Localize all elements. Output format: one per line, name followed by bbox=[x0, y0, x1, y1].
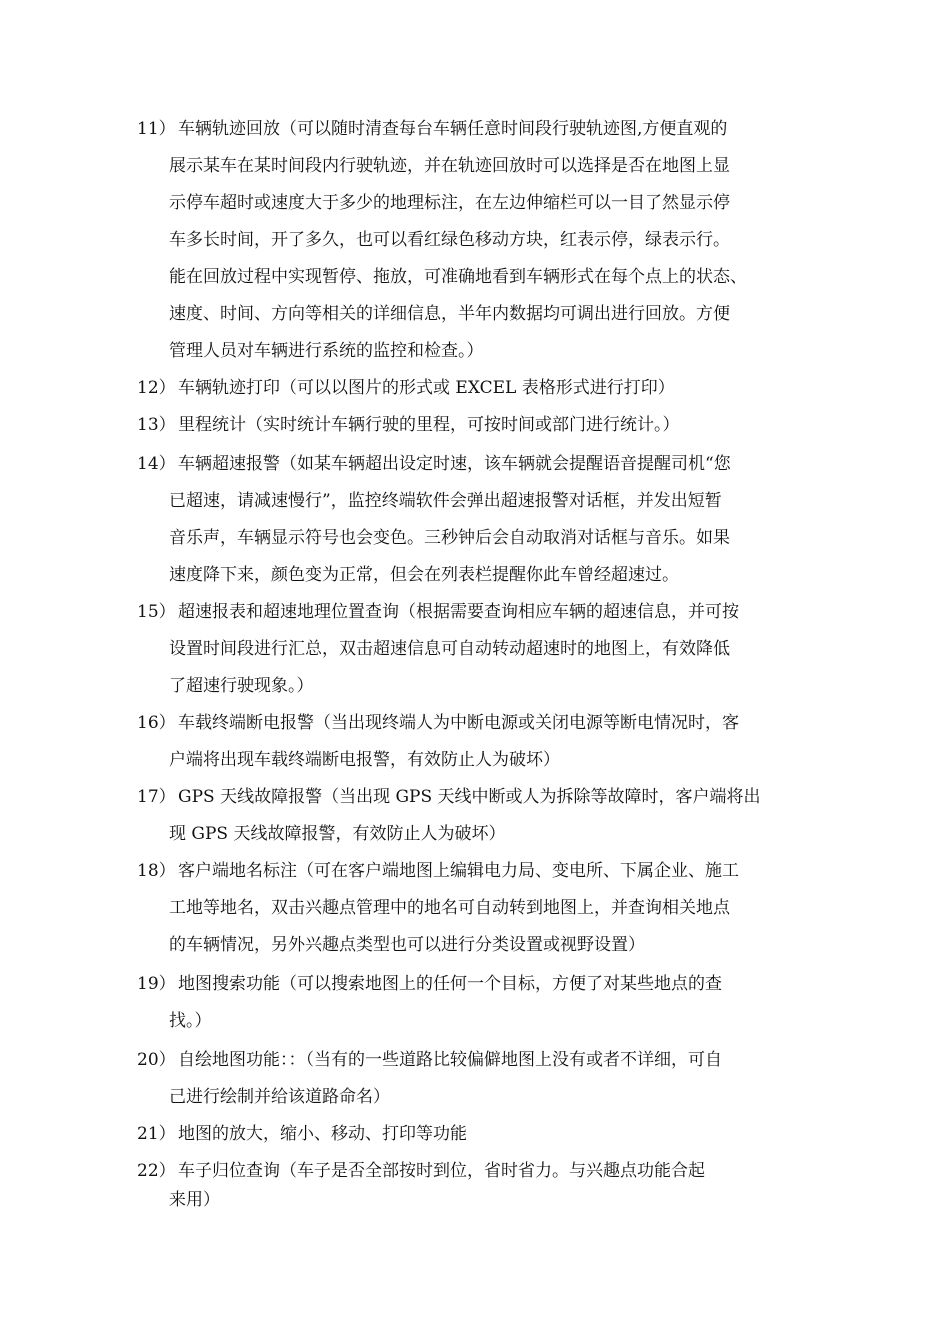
item-number: 20） bbox=[137, 1050, 176, 1070]
item-text-line: 管理人员对车辆进行系统的监控和检查。） bbox=[169, 341, 484, 361]
item-text-line: 展示某车在某时间段内行驶轨迹，并在轨迹回放时可以选择是否在地图上显 bbox=[169, 156, 730, 176]
item-text-line: 自绘地图功能：：（当有的一些道路比较偏僻地图上没有或者不详细，可自 bbox=[178, 1050, 722, 1070]
item-text-line: 车辆轨迹回放（可以随时清查每台车辆任意时间段行驶轨迹图,方便直观的 bbox=[178, 119, 728, 139]
item-text-line: 客户端地名标注（可在客户端地图上编辑电力局、变电所、下属企业、施工 bbox=[178, 861, 739, 881]
item-number: 13） bbox=[137, 415, 176, 435]
item-text-line: 已超速，请减速慢行”，监控终端软件会弹出超速报警对话框，并发出短暂 bbox=[169, 491, 722, 511]
item-number: 11） bbox=[137, 119, 176, 139]
item-text-line: 地图搜索功能（可以搜索地图上的任何一个目标，方便了对某些地点的查 bbox=[178, 974, 722, 994]
item-text-line: 的车辆情况，另外兴趣点类型也可以进行分类设置或视野设置） bbox=[169, 935, 645, 955]
item-text-line: 工地等地名，双击兴趣点管理中的地名可自动转到地图上，并查询相关地点 bbox=[169, 898, 730, 918]
item-text-line: 设置时间段进行汇总，双击超速信息可自动转动超速时的地图上，有效降低 bbox=[169, 639, 730, 659]
item-text-line: 速度降下来，颜色变为正常，但会在列表栏提醒你此车曾经超速过。 bbox=[169, 565, 679, 585]
item-text-line: 来用） bbox=[169, 1190, 220, 1210]
item-text-line: 示停车超时或速度大于多少的地理标注，在左边伸缩栏可以一目了然显示停 bbox=[169, 193, 730, 213]
item-text-line: 音乐声，车辆显示符号也会变色。三秒钟后会自动取消对话框与音乐。如果 bbox=[169, 528, 730, 548]
item-text-line: 能在回放过程中实现暂停、拖放，可准确地看到车辆形式在每个点上的状态、 bbox=[169, 267, 747, 287]
item-text-line: 车辆超速报警（如某车辆超出设定时速，该车辆就会提醒语音提醒司机“您 bbox=[178, 454, 731, 474]
item-number: 17） bbox=[137, 787, 176, 807]
item-text-line: 户端将出现车载终端断电报警，有效防止人为破坏） bbox=[169, 750, 560, 770]
item-text-line: GPS 天线故障报警（当出现 GPS 天线中断或人为拆除等故障时，客户端将出 bbox=[178, 787, 761, 807]
item-text-line: 速度、时间、方向等相关的详细信息，半年内数据均可调出进行回放。方便 bbox=[169, 304, 730, 324]
item-text-line: 里程统计（实时统计车辆行驶的里程，可按时间或部门进行统计。） bbox=[178, 415, 680, 435]
item-number: 18） bbox=[137, 861, 176, 881]
item-text-line: 了超速行驶现象。） bbox=[169, 676, 314, 696]
item-text-line: 现 GPS 天线故障报警，有效防止人为破坏） bbox=[169, 824, 506, 844]
item-number: 19） bbox=[137, 974, 176, 994]
item-text-line: 己进行绘制并给该道路命名） bbox=[169, 1087, 390, 1107]
item-number: 21） bbox=[137, 1124, 176, 1144]
item-number: 22） bbox=[137, 1161, 176, 1181]
item-text-line: 超速报表和超速地理位置查询（根据需要查询相应车辆的超速信息，并可按 bbox=[178, 602, 739, 622]
item-number: 12） bbox=[137, 378, 176, 398]
item-number: 15） bbox=[137, 602, 176, 622]
item-text-line: 地图的放大，缩小、移动、打印等功能 bbox=[178, 1124, 467, 1144]
item-text-line: 找。） bbox=[169, 1011, 212, 1031]
item-number: 14） bbox=[137, 454, 176, 474]
item-text-line: 车子归位查询（车子是否全部按时到位，省时省力。与兴趣点功能合起 bbox=[178, 1161, 705, 1181]
item-text-line: 车辆轨迹打印（可以以图片的形式或 EXCEL 表格形式进行打印） bbox=[178, 378, 675, 398]
item-text-line: 车载终端断电报警（当出现终端人为中断电源或关闭电源等断电情况时，客 bbox=[178, 713, 739, 733]
item-number: 16） bbox=[137, 713, 176, 733]
item-text-line: 车多长时间，开了多久，也可以看红绿色移动方块，红表示停，绿表示行。 bbox=[169, 230, 730, 250]
